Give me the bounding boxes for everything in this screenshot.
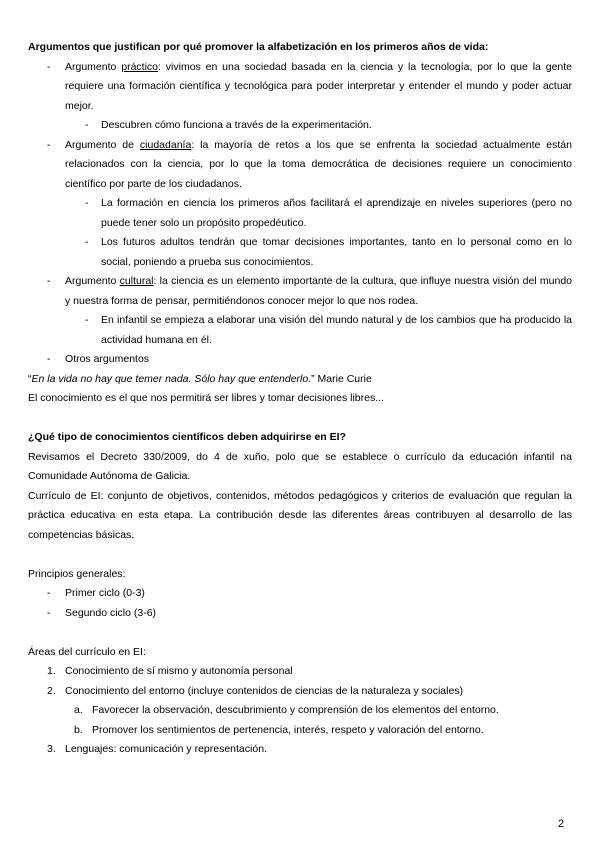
- arg-text: : la ciencia es un elemento importante de la cultura, que influye nuestra visión del mundo y nuestra forma de pensar, permitiéndonos conocer mejor lo que nos rodea.: [65, 275, 573, 307]
- bullet: -: [47, 138, 51, 151]
- principios-label: Principios generales:: [28, 567, 126, 580]
- numbered-item: 1. Conocimiento de sí mismo y autonomía personal: [47, 665, 293, 677]
- list-item: - Segundo ciclo (3-6): [28, 604, 572, 624]
- arg-text: : vivimos en una sociedad basada en la ciencia y la tecnología, por lo que la gente requiere una formación científica y tecnológica para poder interpretar y entender el mundo y poder actuar mejor.: [65, 60, 573, 112]
- numbered-item: 3. Lenguajes: comunicación y representación.: [47, 743, 267, 755]
- bullet: -: [85, 314, 89, 326]
- list-item: [28, 272, 572, 311]
- bullet: -: [85, 236, 89, 248]
- numbered-item: 2. Conocimiento del entorno (incluye contenidos de ciencias de la naturaleza y sociales): [47, 684, 464, 697]
- bullet: -: [47, 60, 51, 73]
- arg-term: ciudadanía: [139, 138, 192, 151]
- arg-term: cultural: [119, 275, 154, 287]
- closing-text: El conocimiento es el que nos permitirá ser libres y tomar decisiones libres...: [28, 392, 384, 404]
- arg-term: práctico: [121, 60, 158, 73]
- quote: “En la vida no hay que temer nada. Sólo hay que entenderlo.” Marie Curie: [28, 372, 372, 385]
- areas-label: Áreas del currículo en EI:: [28, 645, 146, 658]
- quote-author: Marie Curie: [314, 372, 372, 385]
- list-item: - Primer ciclo (0-3): [28, 584, 572, 604]
- paragraph: Currículo de EI: conjunto de objetivos, contenidos, métodos pedagógicos y criterios de evaluación que regulan la práctica educativa en esta etapa. La contribución desde las diferentes áreas contribuyen al desarrollo de las competencias básicas.: [28, 489, 572, 541]
- section2-heading: ¿Qué tipo de conocimientos científicos deben adquirirse en EI?: [28, 431, 346, 443]
- sub-text: Los futuros adultos tendrán que tomar decisiones importantes, tanto en lo personal como en lo social, poniendo a prueba sus conocimientos.: [101, 236, 572, 268]
- arg-text: Otros argumentos: [65, 353, 150, 365]
- sub-text: Descubren cómo funciona a través de la experimentación.: [101, 119, 372, 131]
- lettered-item: b. Promover los sentimientos de pertenencia, interés, respeto y valoración del entorno.: [74, 723, 484, 736]
- page-number: 2: [558, 818, 565, 830]
- sub-list-item: [64, 233, 572, 272]
- bullet: -: [47, 353, 51, 365]
- sub-list-item: [64, 311, 572, 350]
- list-item: [28, 58, 572, 117]
- quote-text: En la vida no hay que temer nada. Sólo hay que entenderlo.: [31, 372, 312, 385]
- arg-lead: Argumento de: [65, 138, 140, 151]
- bullet: -: [47, 275, 51, 287]
- paragraph: Revisamos el Decreto 330/2009, do 4 de xuño, polo que se establece o currículo da educación infantil na Comunidade Autónoma de Galicia.: [28, 450, 572, 482]
- sub-list-item: [64, 194, 572, 233]
- list-item: [28, 136, 572, 195]
- arg-text: : la mayoría de retos a los que se enfrenta la sociedad actualmente están relacionados con la ciencia, por lo que la toma democrática de decisiones requiere un conocimiento científico por parte de los ciudadanos.: [65, 138, 572, 190]
- document-page: [28, 38, 572, 760]
- sub-text: En infantil se empieza a elaborar una visión del mundo natural y de los cambios que ha producido la actividad humana en él.: [101, 314, 572, 346]
- section1-heading: Argumentos que justifican por qué promover la alfabetización en los primeros años de vida:: [28, 41, 489, 53]
- bullet: -: [47, 606, 51, 619]
- arg-lead: Argumento: [65, 60, 122, 73]
- bullet: -: [85, 119, 89, 131]
- list-item: [28, 350, 572, 370]
- arg-lead: Argumento: [65, 275, 120, 287]
- sub-text: La formación en ciencia los primeros años facilitará el aprendizaje en niveles superiores (pero no puede tener solo un propósito propedéutico.: [101, 197, 572, 229]
- bullet: -: [47, 587, 51, 599]
- sub-list-item: [64, 116, 572, 136]
- bullet: -: [85, 197, 89, 209]
- lettered-item: a. Favorecer la observación, descubrimiento y comprensión de los elementos del entorno.: [74, 704, 499, 716]
